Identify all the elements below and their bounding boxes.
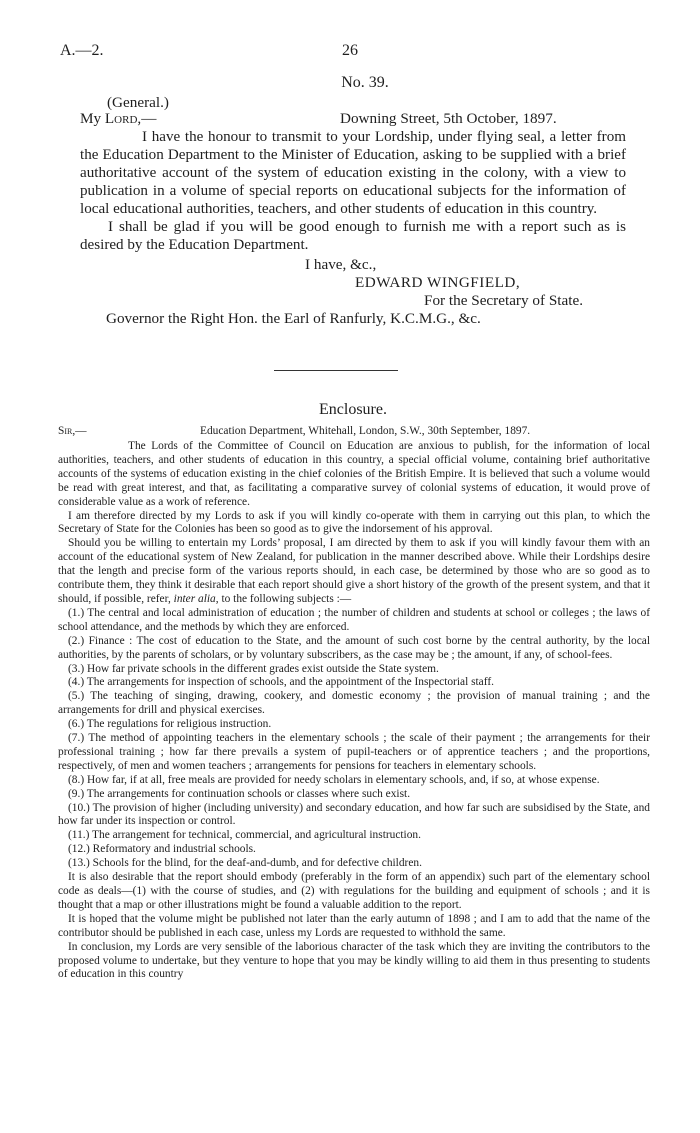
enclosure-title: Enclosure. xyxy=(319,401,387,418)
letter-paragraph-1: I have the honour to transmit to your Lordship, under flying seal, a letter from the Education Department to the Minister of Education, asking to be supplied with a brief authoritative account of the system of education existing in the colony, with a view to publication in a volume of special reports on educational subjects for the information of local educational authorities, teachers, and other students of education in this country. xyxy=(80,129,626,217)
enclosure-salutation: Sir,— xyxy=(58,425,87,437)
subject-item: (11.) The arrangement for technical, commercial, and agricultural instruction. xyxy=(68,829,421,842)
enclosure-paragraph: The Lords of the Committee of Council on Education are anxious to publish, for the information of local authorities, teachers, and other students of education in this country, a special official volume, containing brief authoritative accounts of the systems of education existing in the chief colonies of the British Empire. It is believed that such a volume would be read with great interest, and that, as facilitating a comparative survey of colonial systems of education, it would prove of considerable value as a work of reference. xyxy=(58,440,650,508)
letter-paragraph-2: I shall be glad if you will be good enough to furnish me with a report such as is desired by the Education Department. xyxy=(80,219,626,253)
letter-addressee: Governor the Right Hon. the Earl of Ranfurly, K.C.M.G., &c. xyxy=(106,310,481,327)
subject-item: (10.) The provision of higher (including university) and secondary education, and how far such are subsidised by the State, and how far under its inspection or control. xyxy=(58,801,650,828)
subject-item: (7.) The method of appointing teachers in the elementary schools ; the scale of their payment ; the arrangements for their professional training ; how far there prevails a system of pupil-teachers or of apprentice teachers ; and the proportions, respectively, of men and women teachers ; arrangements for pensions for teachers in elementary schools. xyxy=(58,732,650,772)
letter-signer: EDWARD WINGFIELD, xyxy=(355,274,521,291)
subject-item: (2.) Finance : The cost of education to the State, and the amount of such cost borne by the central authority, by the local authorities, by the parents of scholars, or by voluntary subscribers, as the case may be ; the amount, if any, of school-fees. xyxy=(58,634,650,661)
enclosure-body xyxy=(58,440,650,982)
subjects-lead-tail: , to the following subjects :— xyxy=(215,592,352,605)
letter-number: No. 39. xyxy=(341,74,389,91)
enclosure-paragraph: It is hoped that the volume might be published not later than the early autumn of 1898 ; and I am to add that the name of the contributor should be published in each case, unless my Lords are requested to withhold the same. xyxy=(58,912,650,939)
subject-item: (13.) Schools for the blind, for the deaf-and-dumb, and for defective children. xyxy=(68,857,422,870)
subject-item: (3.) How far private schools in the different grades exist outside the State system. xyxy=(68,662,439,675)
subjects-lead-paragraph xyxy=(58,537,650,607)
subject-item: (12.) Reformatory and industrial schools. xyxy=(68,843,256,856)
subject-item: (6.) The regulations for religious instruction. xyxy=(68,718,272,731)
subject-item: (5.) The teaching of singing, drawing, cookery, and domestic economy ; the provision of manual training ; and the arrangements for drill and physical exercises. xyxy=(58,690,650,717)
enclosure-paragraph: I am therefore directed by my Lords to ask if you will kindly co-operate with them in carrying out this plan, to which the Secretary of State for the Colonies has been so good as to give the indorsement of his approval. xyxy=(58,509,650,536)
enclosure-dateline: Education Department, Whitehall, London, S.W., 30th September, 1897. xyxy=(200,425,531,437)
subject-item: (9.) The arrangements for continuation schools or classes where such exist. xyxy=(68,787,411,800)
signer-title: For the Secretary of State. xyxy=(424,292,583,309)
enclosure-paragraph: It is also desirable that the report should embody (preferably in the form of an appendix) such part of the elementary school code as deals—(1) with the course of studies, and (2) with regulations for the building and equipment of schools ; and it is thought that a map or other illustrations might be found a valuable addition to the report. xyxy=(58,871,650,911)
salutation-lord: Lord,— xyxy=(104,110,157,127)
letter-closing: I have, &c., xyxy=(305,256,377,273)
paper-reference: A.—2. xyxy=(60,42,104,59)
section-divider xyxy=(274,370,398,371)
subjects-lead-text: Should you be willing to entertain my Lords’ proposal, I am directed by them to ask if you will kindly favour them with an account of the educational system of New Zealand, for publication in the manner described above. While their Lordships desire that the length and precise form of the various reports should, in each case, be determined by those who are so good as to contribute them, they think it desirable that each report should give a short history of the growth of the present system, and that it should, if possible, refer, xyxy=(58,537,650,605)
letter-salutation xyxy=(80,110,156,128)
salutation-my: My xyxy=(80,110,102,127)
page-number: 26 xyxy=(342,42,358,59)
subjects-lead-italic: inter alia xyxy=(173,592,216,605)
enclosure-paragraph: In conclusion, my Lords are very sensible of the laborious character of the task which they are inviting the contributors to the proposed volume to undertake, but they venture to hope that you may be kindly willing to aid them in thus presenting to students of education in this country xyxy=(58,940,650,981)
subject-item: (4.) The arrangements for inspection of schools, and the appointment of the Inspectorial staff. xyxy=(68,676,494,689)
letter-classification: (General.) xyxy=(107,94,169,111)
letter-dateline: Downing Street, 5th October, 1897. xyxy=(340,110,557,127)
subject-item: (1.) The central and local administration of education ; the number of children and students at school or colleges ; the laws of school attendance, and the methods by which they are enforced. xyxy=(58,606,650,633)
subject-item: (8.) How far, if at all, free meals are provided for needy scholars in elementary schools, and, if so, at whose expense. xyxy=(68,773,600,786)
letter-body xyxy=(80,128,626,254)
